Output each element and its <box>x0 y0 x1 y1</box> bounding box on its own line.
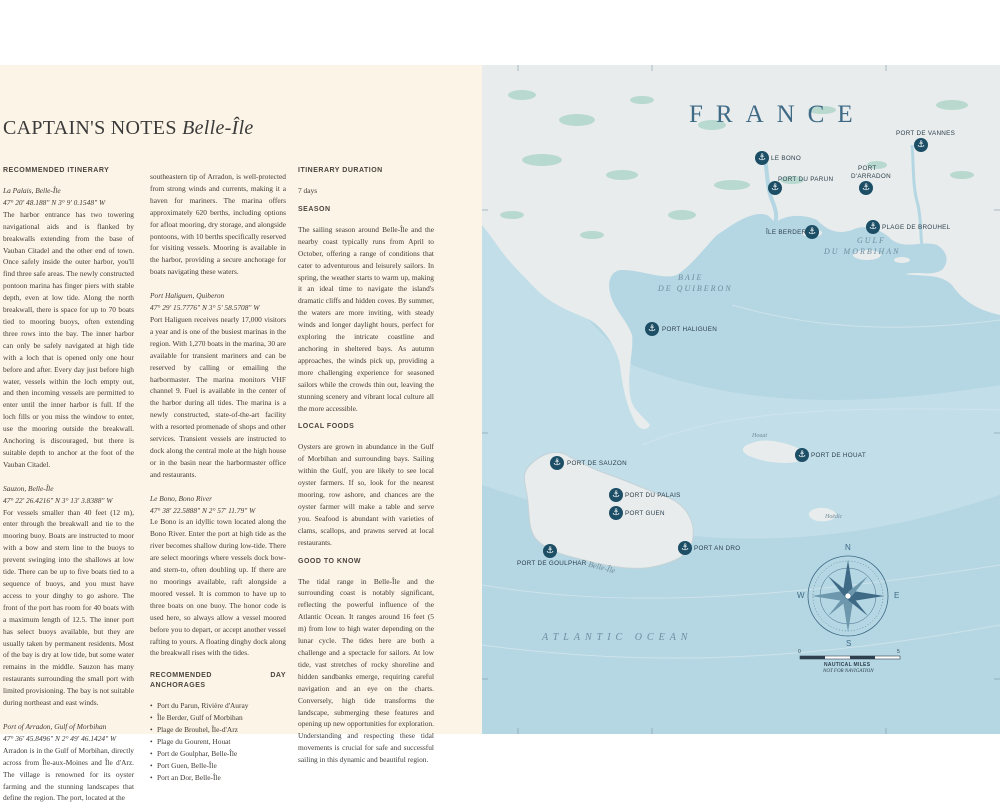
island-label-belle-ile: Belle-Île <box>587 559 617 576</box>
section-name: Sauzon, Belle-Île <box>3 483 54 493</box>
know-text: The tidal range in Belle-Île and the surrounding coast is notably significant, reflecting the powerful influence of the Atlantic Ocean. It ranges around 16 feet (5 m) from low to high water depending on the lunar cycle. The tides here are both a challenge and a spectacle for sailors. At low tide, vast stretches of rocky shoreline and hidden sandbanks emerge, requiring careful navigation and an eye on the charts. Conversely, high tide transforms the landscape, submerging these features and opening up new opportunities for exploration. Understanding and respecting these tidal movements is crucial for safe and successful sailing in this dynamic and beautiful region. <box>298 576 434 765</box>
anchor-icon: ⚓ <box>645 322 659 336</box>
compass-e: E <box>894 591 900 600</box>
scale-zero: 0 <box>798 649 801 655</box>
section-coord: 47° 22' 26.4216" N 3° 13' 3.8388" W <box>3 495 113 505</box>
column-3 <box>298 166 434 766</box>
column-1 <box>3 166 134 804</box>
port-label: PORT HALIGUEN <box>662 326 718 333</box>
port-label: PORT <box>858 165 877 172</box>
scale-note: NOT FOR NAVIGATION <box>823 669 874 674</box>
port-label: LE BONO <box>771 155 802 162</box>
section-text: Le Bono is an idyllic town located along the Bono River. Enter the port at high tide as the river becomes shallow during low-tide. There are select moorings where vessels dock bow- and stern-to, often doubling up. If there are no moorings available, raft alongside a moored vessel. It is common to have up to three boats on one buoy. The honor code is used here, so always allow a vessel moored before you to depart, or accept another vessel rafting to yours. A floating dinghy dock along the breakwall rises with the tides. <box>150 517 286 658</box>
duration-text: 7 days <box>298 186 318 195</box>
heading-good-to-know: GOOD TO KNOW <box>298 557 362 565</box>
anchor-icon: ⚓ <box>859 181 873 195</box>
section-text: Port Haliguen receives nearly 17,000 visitors a year and is one of the busiest marinas in the region. With 1,270 boats in the marina, 30 are available for transient mariners and can be reserved by calling or emailing the harbormaster. The marina monitors VHF channel 9. Fuel is available in the center of the harbor during all tides. The marina is a newly constructed, state-of-the-art facility with a resorted promenade of shops and other services. Transient vessels are instructed to dock along the central mole at the high house or in the basin near the harbormaster office and restaurants. <box>150 314 286 479</box>
list-item: • Port an Dor, Belle-Île <box>150 772 286 784</box>
country-label: FRANCE <box>689 101 866 128</box>
section-text: Arradon is in the Gulf of Morbihan, directly across from Île-aux-Moines and Île d'Arz. The village is renowned for its oyster farming and the stunning landscapes that define the region. The port, located at the <box>3 745 134 803</box>
anchor-icon: ⚓ <box>768 181 782 195</box>
gulf-label-1: GULF <box>857 236 886 245</box>
heading-local-foods: LOCAL FOODS <box>298 423 355 431</box>
section-coord: 47° 38' 22.5888" N 2° 57' 11.79" W <box>150 505 256 515</box>
section-name: Le Bono, Bono River <box>150 493 212 503</box>
food-text: Oysters are grown in abundance in the Gulf of Morbihan and surrounding bays. Sailing within the Gulf, you are likely to see local oyster farmers. If so, look for the nearest mooring, row ashore, and chances are the oyster farmer will make a table and serve you. Seafood is abundant with varieties of clams, scallops, and prawns served at local restaurants. <box>298 442 434 547</box>
port-label: PORT DE GOULPHAR <box>517 560 587 567</box>
gulf-label-2: DU MORBIHAN <box>824 247 901 256</box>
list-item: • Plage du Gourent, Houat <box>150 736 286 748</box>
port-label: PORT DE SAUZON <box>567 460 627 467</box>
anchor-icon: ⚓ <box>678 541 692 555</box>
port-label: PORT DE VANNES <box>896 130 956 137</box>
section-coord: 47° 29' 15.7776" N 3° 5' 58.5708" W <box>150 303 260 313</box>
scale-title: NAUTICAL MILES <box>824 662 871 668</box>
book-spread <box>0 65 1000 803</box>
bay-label-1: BAIE <box>678 273 704 282</box>
port-label: PORT AN DRO <box>694 545 741 552</box>
compass-n: N <box>845 543 851 552</box>
port-label: D'ARRADON <box>851 173 891 180</box>
port-label: ÎLE BERDER <box>766 229 807 236</box>
port-label: PORT GUEN <box>625 510 665 517</box>
list-item: • Port Guen, Belle-Île <box>150 760 286 772</box>
column-2 <box>150 171 286 784</box>
anchor-icon: ⚓ <box>914 138 928 152</box>
island-label-houat: Houat <box>752 433 767 439</box>
compass-w: W <box>797 591 805 600</box>
section-text: For vessels smaller than 40 feet (12 m), enter through the breakwall and tie to the mooring buoy. Boats are instructed to moor with a bow and stern line to the buoys to prevent swinging into the shallows at low tide. There can be up to five boats tied to a sequence of buoys, and you must have access to your dinghy to go ashore. The front of the port has room for 40 boats with a maximum length of 12.5. The inner port has select buoys available, but they are usually taken by permanent residents. Most of the bay is dry at low tide, but some water remains in the middle. Sauzon has many restaurants surrounding the small port with limited provisioning. The bay is not suitable during northeast and east winds. <box>3 507 134 708</box>
heading-itinerary: RECOMMENDED ITINERARY <box>3 167 110 174</box>
list-item: • Plage de Brouhel, Île-d'Arz <box>150 724 286 736</box>
anchor-icon: ⚓ <box>543 544 557 558</box>
list-item: • Port de Goulphar, Belle-Île <box>150 748 286 760</box>
island-label-hoedic: Hoëdic <box>825 514 843 520</box>
heading-duration: ITINERARY DURATION <box>298 167 383 174</box>
section-name: Port of Arradon, Gulf of Morbihan <box>3 721 107 731</box>
scale-five: 5 <box>897 649 900 655</box>
anchorage-list <box>150 700 286 783</box>
anchor-icon: ⚓ <box>805 225 819 239</box>
section-text: The harbor entrance has two towering navigational aids and is flanked by breakwalls extending from the base of Vauban Citadel and the other end of town. Once safely inside the outer harbor, you'll find three safe areas. The newly constructed pontoon marina has finger piers with stable depth, even at low tide. Along the north breakwall, there is space for up to 70 boats tied to mooring buoys, often extending three rows into the bay. The inner harbor can only be safely navigated at high tide with a loch that is opened only one hour before and after. Every day just before high water, vessels within the loch empty out, and then incoming vessels are permitted to enter until the inner harbor is full. If the loch fills or you miss the window to enter, use the mooring outside the breakwall. Anchoring is discouraged, but there is suitable depth to anchor at the foot of the Vauban Citadel. <box>3 209 134 469</box>
heading-season: SEASON <box>298 205 331 213</box>
ocean-label: ATLANTIC OCEAN <box>542 632 693 643</box>
section-name: La Palais, Belle-Île <box>3 186 61 195</box>
anchor-icon: ⚓ <box>755 151 769 165</box>
season-text: The sailing season around Belle-Île and the nearby coast typically runs from April to October, offering a range of conditions that cater to adventurous and leisurely sailors. In spring, the weather starts to warm up, making it an ideal time to navigate the island's dramatic cliffs and hidden coves. By summer, the waters are more inviting, with steady winds and longer daylight hours, perfect for exploring the intricate coastline and anchoring in sheltered bays. As autumn approaches, the winds pick up, providing a more challenging experience for seasoned sailors while the crowds thin out, leaving the stunning scenery and vibrant local culture all the more accessible. <box>298 224 434 413</box>
anchor-icon: ⚓ <box>866 220 880 234</box>
section-coord: 47° 36' 45.8496" N 2° 49' 46.1424" W <box>3 733 117 743</box>
page-title <box>3 117 254 140</box>
section-coord: 47° 20' 48.188" N 3° 9' 0.1548" W <box>3 197 106 207</box>
anchor-icon: ⚓ <box>609 488 623 502</box>
title-place: Belle-Île <box>182 117 254 139</box>
port-label: PORT DU PALAIS <box>625 492 681 499</box>
text-page <box>0 65 482 803</box>
section-text: southeastern tip of Arradon, is well-protected from strong winds and currents, making it a haven for mariners. The marina offers approximately 620 berths, including options for afloat mooring, dry storage, and alongside pontoons, with 10 berths specifically reserved for visiting vessels. Mooring is available in the harbor, providing a secure anchorage for boats navigating these waters. <box>150 172 286 277</box>
anchor-icon: ⚓ <box>609 506 623 520</box>
scale-bar <box>800 656 900 659</box>
port-label: PLAGE DE BROUHEL <box>882 224 951 231</box>
title-main: CAPTAIN'S NOTES <box>3 117 177 139</box>
map <box>482 65 1000 734</box>
anchor-icon: ⚓ <box>550 456 564 470</box>
list-item: • Port du Parun, Rivière d'Auray <box>150 700 286 712</box>
section-name: Port Haliguen, Quiberon <box>150 291 225 301</box>
bay-label-2: DE QUIBERON <box>658 284 733 293</box>
heading-anchorages: RECOMMENDED DAY ANCHORAGES <box>150 672 286 690</box>
compass-s: S <box>846 639 852 648</box>
anchor-icon: ⚓ <box>795 448 809 462</box>
list-item: • Île Berder, Gulf of Morbihan <box>150 712 286 724</box>
port-label: PORT DU PARUN <box>778 176 834 183</box>
port-label: PORT DE HOUAT <box>811 452 866 459</box>
